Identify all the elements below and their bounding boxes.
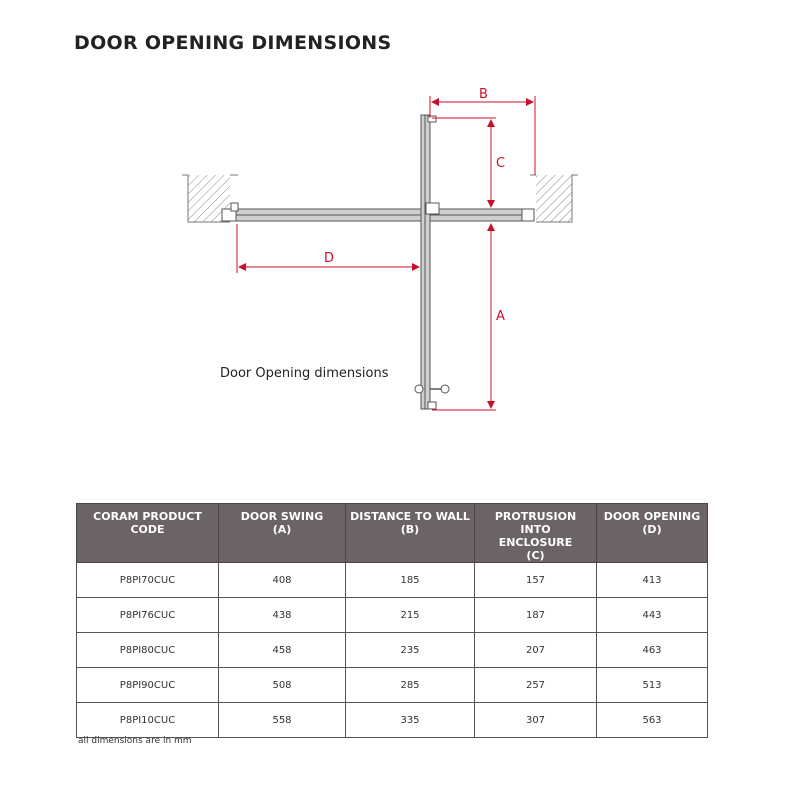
label-d: D xyxy=(324,251,335,266)
cell-door-opening: 513 xyxy=(597,668,708,703)
dimension-b xyxy=(430,96,535,175)
cell-distance-to-wall: 185 xyxy=(346,563,475,598)
cell-product-code: P8PI76CUC xyxy=(77,598,219,633)
header-door-swing: DOOR SWING (A) xyxy=(219,504,346,563)
table-row xyxy=(77,598,708,633)
cell-protrusion: 257 xyxy=(475,668,597,703)
table-header-row xyxy=(77,504,708,563)
cell-door-opening: 443 xyxy=(597,598,708,633)
table-row xyxy=(77,703,708,738)
cell-protrusion: 207 xyxy=(475,633,597,668)
header-product-code: CORAM PRODUCT CODE xyxy=(77,504,219,563)
header-distance-to-wall: DISTANCE TO WALL (B) xyxy=(346,504,475,563)
dimension-c xyxy=(432,118,496,207)
dimension-a xyxy=(432,224,496,410)
cell-protrusion: 307 xyxy=(475,703,597,738)
fixed-panel xyxy=(222,203,534,221)
cell-product-code: P8PI10CUC xyxy=(77,703,219,738)
cell-distance-to-wall: 285 xyxy=(346,668,475,703)
cell-product-code: P8PI70CUC xyxy=(77,563,219,598)
label-c: C xyxy=(496,156,506,171)
cell-door-swing: 558 xyxy=(219,703,346,738)
cell-protrusion: 187 xyxy=(475,598,597,633)
cell-door-swing: 508 xyxy=(219,668,346,703)
header-door-opening: DOOR OPENING (D) xyxy=(597,504,708,563)
pivot-door xyxy=(415,115,449,409)
label-b: B xyxy=(479,87,488,102)
diagram-caption: Door Opening dimensions xyxy=(220,366,389,381)
right-wall xyxy=(530,175,578,222)
cell-distance-to-wall: 235 xyxy=(346,633,475,668)
label-a: A xyxy=(496,309,505,324)
dimensions-table xyxy=(76,503,708,738)
cell-door-opening: 463 xyxy=(597,633,708,668)
cell-door-swing: 438 xyxy=(219,598,346,633)
cell-product-code: P8PI90CUC xyxy=(77,668,219,703)
table-row xyxy=(77,668,708,703)
table-row xyxy=(77,563,708,598)
cell-protrusion: 157 xyxy=(475,563,597,598)
footnote: all dimensions are in mm xyxy=(78,736,192,746)
cell-distance-to-wall: 335 xyxy=(346,703,475,738)
header-protrusion: PROTRUSION INTO ENCLOSURE (C) xyxy=(475,504,597,563)
cell-door-swing: 408 xyxy=(219,563,346,598)
cell-door-opening: 413 xyxy=(597,563,708,598)
page-title: DOOR OPENING DIMENSIONS xyxy=(74,32,392,54)
table-row xyxy=(77,633,708,668)
cell-door-opening: 563 xyxy=(597,703,708,738)
cell-distance-to-wall: 215 xyxy=(346,598,475,633)
cell-door-swing: 458 xyxy=(219,633,346,668)
cell-product-code: P8PI80CUC xyxy=(77,633,219,668)
